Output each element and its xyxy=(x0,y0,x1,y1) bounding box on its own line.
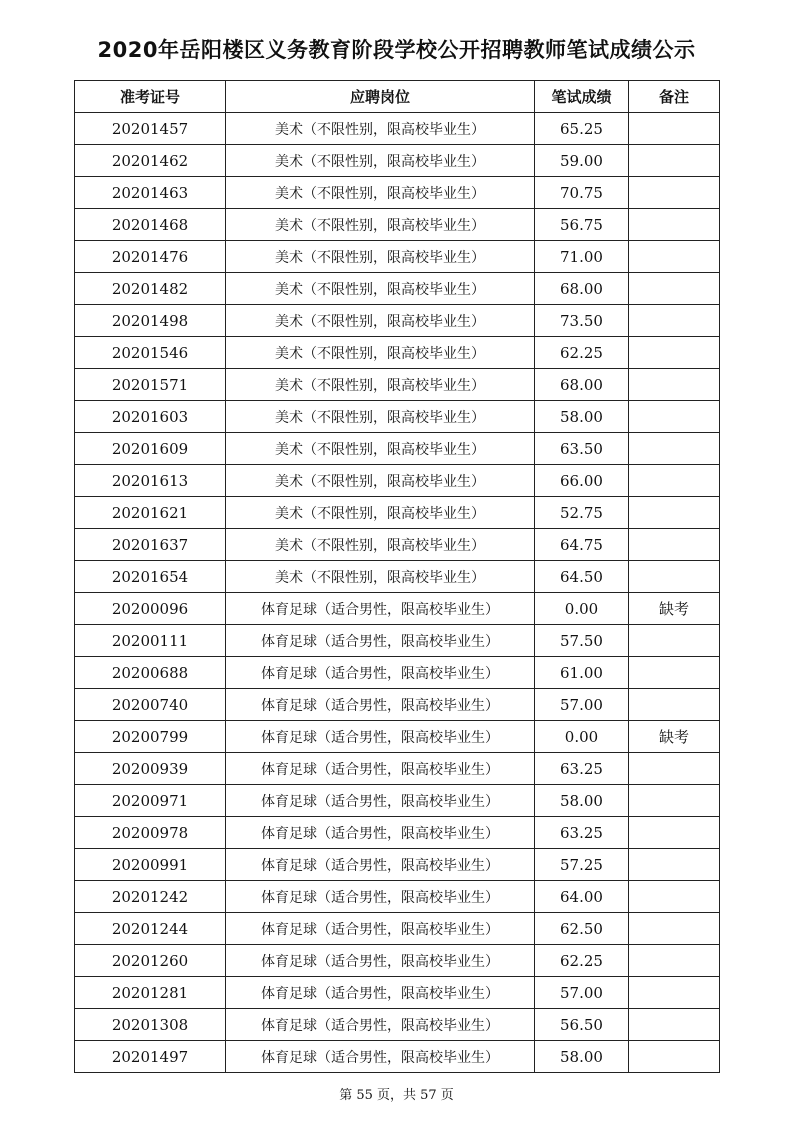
cell-position: 体育足球（适合男性，限高校毕业生） xyxy=(226,913,535,945)
table-row xyxy=(75,1041,720,1073)
table-row xyxy=(75,721,720,753)
table-row xyxy=(75,657,720,689)
header-position: 应聘岗位 xyxy=(226,81,535,113)
cell-note: 缺考 xyxy=(629,721,720,753)
cell-note xyxy=(629,561,720,593)
cell-exam-id: 20200688 xyxy=(75,657,226,689)
cell-note xyxy=(629,305,720,337)
cell-note xyxy=(629,625,720,657)
cell-exam-id: 20201621 xyxy=(75,497,226,529)
table-row xyxy=(75,561,720,593)
cell-note xyxy=(629,433,720,465)
cell-note xyxy=(629,945,720,977)
cell-score: 57.25 xyxy=(535,849,629,881)
cell-score: 58.00 xyxy=(535,785,629,817)
cell-position: 美术（不限性别，限高校毕业生） xyxy=(226,145,535,177)
cell-exam-id: 20201654 xyxy=(75,561,226,593)
cell-exam-id: 20201476 xyxy=(75,241,226,273)
cell-exam-id: 20201546 xyxy=(75,337,226,369)
cell-note xyxy=(629,913,720,945)
cell-score: 65.25 xyxy=(535,113,629,145)
cell-exam-id: 20201462 xyxy=(75,145,226,177)
cell-position: 美术（不限性别，限高校毕业生） xyxy=(226,337,535,369)
cell-position: 体育足球（适合男性，限高校毕业生） xyxy=(226,785,535,817)
cell-note xyxy=(629,401,720,433)
table-row xyxy=(75,305,720,337)
cell-exam-id: 20200111 xyxy=(75,625,226,657)
cell-note xyxy=(629,145,720,177)
cell-exam-id: 20201463 xyxy=(75,177,226,209)
cell-score: 56.50 xyxy=(535,1009,629,1041)
cell-score: 64.00 xyxy=(535,881,629,913)
cell-score: 66.00 xyxy=(535,465,629,497)
cell-position: 体育足球（适合男性，限高校毕业生） xyxy=(226,593,535,625)
cell-score: 68.00 xyxy=(535,273,629,305)
table-row xyxy=(75,849,720,881)
table-row xyxy=(75,177,720,209)
cell-exam-id: 20201603 xyxy=(75,401,226,433)
cell-position: 美术（不限性别，限高校毕业生） xyxy=(226,561,535,593)
cell-exam-id: 20201244 xyxy=(75,913,226,945)
cell-note xyxy=(629,657,720,689)
table-row xyxy=(75,241,720,273)
cell-position: 美术（不限性别，限高校毕业生） xyxy=(226,497,535,529)
cell-score: 52.75 xyxy=(535,497,629,529)
cell-score: 57.00 xyxy=(535,689,629,721)
cell-position: 体育足球（适合男性，限高校毕业生） xyxy=(226,849,535,881)
table-row xyxy=(75,593,720,625)
table-row xyxy=(75,433,720,465)
cell-position: 体育足球（适合男性，限高校毕业生） xyxy=(226,657,535,689)
cell-position: 体育足球（适合男性，限高校毕业生） xyxy=(226,817,535,849)
cell-score: 64.75 xyxy=(535,529,629,561)
header-note: 备注 xyxy=(629,81,720,113)
cell-position: 体育足球（适合男性，限高校毕业生） xyxy=(226,977,535,1009)
cell-score: 63.25 xyxy=(535,817,629,849)
cell-score: 63.50 xyxy=(535,433,629,465)
table-row xyxy=(75,401,720,433)
cell-position: 美术（不限性别，限高校毕业生） xyxy=(226,273,535,305)
cell-note xyxy=(629,113,720,145)
page-title: 2020年岳阳楼区义务教育阶段学校公开招聘教师笔试成绩公示 xyxy=(97,38,696,62)
cell-note xyxy=(629,1009,720,1041)
cell-score: 68.00 xyxy=(535,369,629,401)
table-row xyxy=(75,785,720,817)
table-body xyxy=(75,113,720,1073)
header-exam-id: 准考证号 xyxy=(75,81,226,113)
cell-position: 美术（不限性别，限高校毕业生） xyxy=(226,401,535,433)
table-row xyxy=(75,369,720,401)
cell-exam-id: 20200971 xyxy=(75,785,226,817)
cell-score: 62.50 xyxy=(535,913,629,945)
table-row xyxy=(75,753,720,785)
table-row xyxy=(75,497,720,529)
cell-score: 71.00 xyxy=(535,241,629,273)
table-header-row xyxy=(75,81,720,113)
table-row xyxy=(75,273,720,305)
cell-note xyxy=(629,977,720,1009)
cell-note xyxy=(629,209,720,241)
cell-position: 体育足球（适合男性，限高校毕业生） xyxy=(226,689,535,721)
cell-position: 体育足球（适合男性，限高校毕业生） xyxy=(226,753,535,785)
cell-note xyxy=(629,273,720,305)
cell-score: 70.75 xyxy=(535,177,629,209)
cell-exam-id: 20201637 xyxy=(75,529,226,561)
cell-exam-id: 20201482 xyxy=(75,273,226,305)
cell-score: 57.50 xyxy=(535,625,629,657)
cell-note xyxy=(629,849,720,881)
cell-position: 美术（不限性别，限高校毕业生） xyxy=(226,465,535,497)
cell-position: 美术（不限性别，限高校毕业生） xyxy=(226,209,535,241)
cell-note: 缺考 xyxy=(629,593,720,625)
cell-position: 美术（不限性别，限高校毕业生） xyxy=(226,177,535,209)
cell-position: 体育足球（适合男性，限高校毕业生） xyxy=(226,721,535,753)
cell-score: 58.00 xyxy=(535,401,629,433)
page-number: 第 55 页，共 57 页 xyxy=(339,1088,454,1103)
cell-note xyxy=(629,689,720,721)
cell-position: 体育足球（适合男性，限高校毕业生） xyxy=(226,625,535,657)
cell-position: 体育足球（适合男性，限高校毕业生） xyxy=(226,945,535,977)
cell-note xyxy=(629,881,720,913)
cell-exam-id: 20200939 xyxy=(75,753,226,785)
cell-exam-id: 20201613 xyxy=(75,465,226,497)
cell-score: 73.50 xyxy=(535,305,629,337)
table-row xyxy=(75,113,720,145)
cell-score: 0.00 xyxy=(535,721,629,753)
cell-position: 美术（不限性别，限高校毕业生） xyxy=(226,433,535,465)
cell-score: 62.25 xyxy=(535,337,629,369)
table-row xyxy=(75,881,720,913)
cell-exam-id: 20201308 xyxy=(75,1009,226,1041)
cell-note xyxy=(629,529,720,561)
cell-score: 59.00 xyxy=(535,145,629,177)
scores-table xyxy=(74,80,720,1073)
cell-position: 美术（不限性别，限高校毕业生） xyxy=(226,369,535,401)
table-row xyxy=(75,337,720,369)
cell-score: 64.50 xyxy=(535,561,629,593)
cell-exam-id: 20200799 xyxy=(75,721,226,753)
cell-score: 57.00 xyxy=(535,977,629,1009)
table-row xyxy=(75,625,720,657)
table-row xyxy=(75,465,720,497)
cell-position: 美术（不限性别，限高校毕业生） xyxy=(226,529,535,561)
table-row xyxy=(75,529,720,561)
cell-note xyxy=(629,177,720,209)
cell-note xyxy=(629,497,720,529)
cell-score: 62.25 xyxy=(535,945,629,977)
cell-score: 63.25 xyxy=(535,753,629,785)
cell-note xyxy=(629,753,720,785)
cell-exam-id: 20201571 xyxy=(75,369,226,401)
cell-note xyxy=(629,465,720,497)
cell-position: 美术（不限性别，限高校毕业生） xyxy=(226,113,535,145)
cell-score: 56.75 xyxy=(535,209,629,241)
cell-exam-id: 20201609 xyxy=(75,433,226,465)
cell-note xyxy=(629,369,720,401)
table-row xyxy=(75,913,720,945)
table-row xyxy=(75,1009,720,1041)
cell-exam-id: 20200991 xyxy=(75,849,226,881)
table-row xyxy=(75,945,720,977)
cell-exam-id: 20201468 xyxy=(75,209,226,241)
cell-position: 体育足球（适合男性，限高校毕业生） xyxy=(226,881,535,913)
cell-position: 美术（不限性别，限高校毕业生） xyxy=(226,305,535,337)
table-row xyxy=(75,689,720,721)
cell-score: 0.00 xyxy=(535,593,629,625)
cell-note xyxy=(629,817,720,849)
table-row xyxy=(75,817,720,849)
cell-exam-id: 20200740 xyxy=(75,689,226,721)
cell-note xyxy=(629,785,720,817)
cell-score: 58.00 xyxy=(535,1041,629,1073)
table-row xyxy=(75,977,720,1009)
cell-score: 61.00 xyxy=(535,657,629,689)
cell-position: 体育足球（适合男性，限高校毕业生） xyxy=(226,1009,535,1041)
table-row xyxy=(75,209,720,241)
cell-exam-id: 20201281 xyxy=(75,977,226,1009)
cell-note xyxy=(629,241,720,273)
cell-exam-id: 20201498 xyxy=(75,305,226,337)
cell-exam-id: 20201497 xyxy=(75,1041,226,1073)
table-row xyxy=(75,145,720,177)
cell-exam-id: 20201457 xyxy=(75,113,226,145)
cell-exam-id: 20201260 xyxy=(75,945,226,977)
cell-position: 美术（不限性别，限高校毕业生） xyxy=(226,241,535,273)
cell-position: 体育足球（适合男性，限高校毕业生） xyxy=(226,1041,535,1073)
cell-exam-id: 20200978 xyxy=(75,817,226,849)
cell-note xyxy=(629,337,720,369)
cell-exam-id: 20200096 xyxy=(75,593,226,625)
cell-note xyxy=(629,1041,720,1073)
cell-exam-id: 20201242 xyxy=(75,881,226,913)
header-score: 笔试成绩 xyxy=(535,81,629,113)
